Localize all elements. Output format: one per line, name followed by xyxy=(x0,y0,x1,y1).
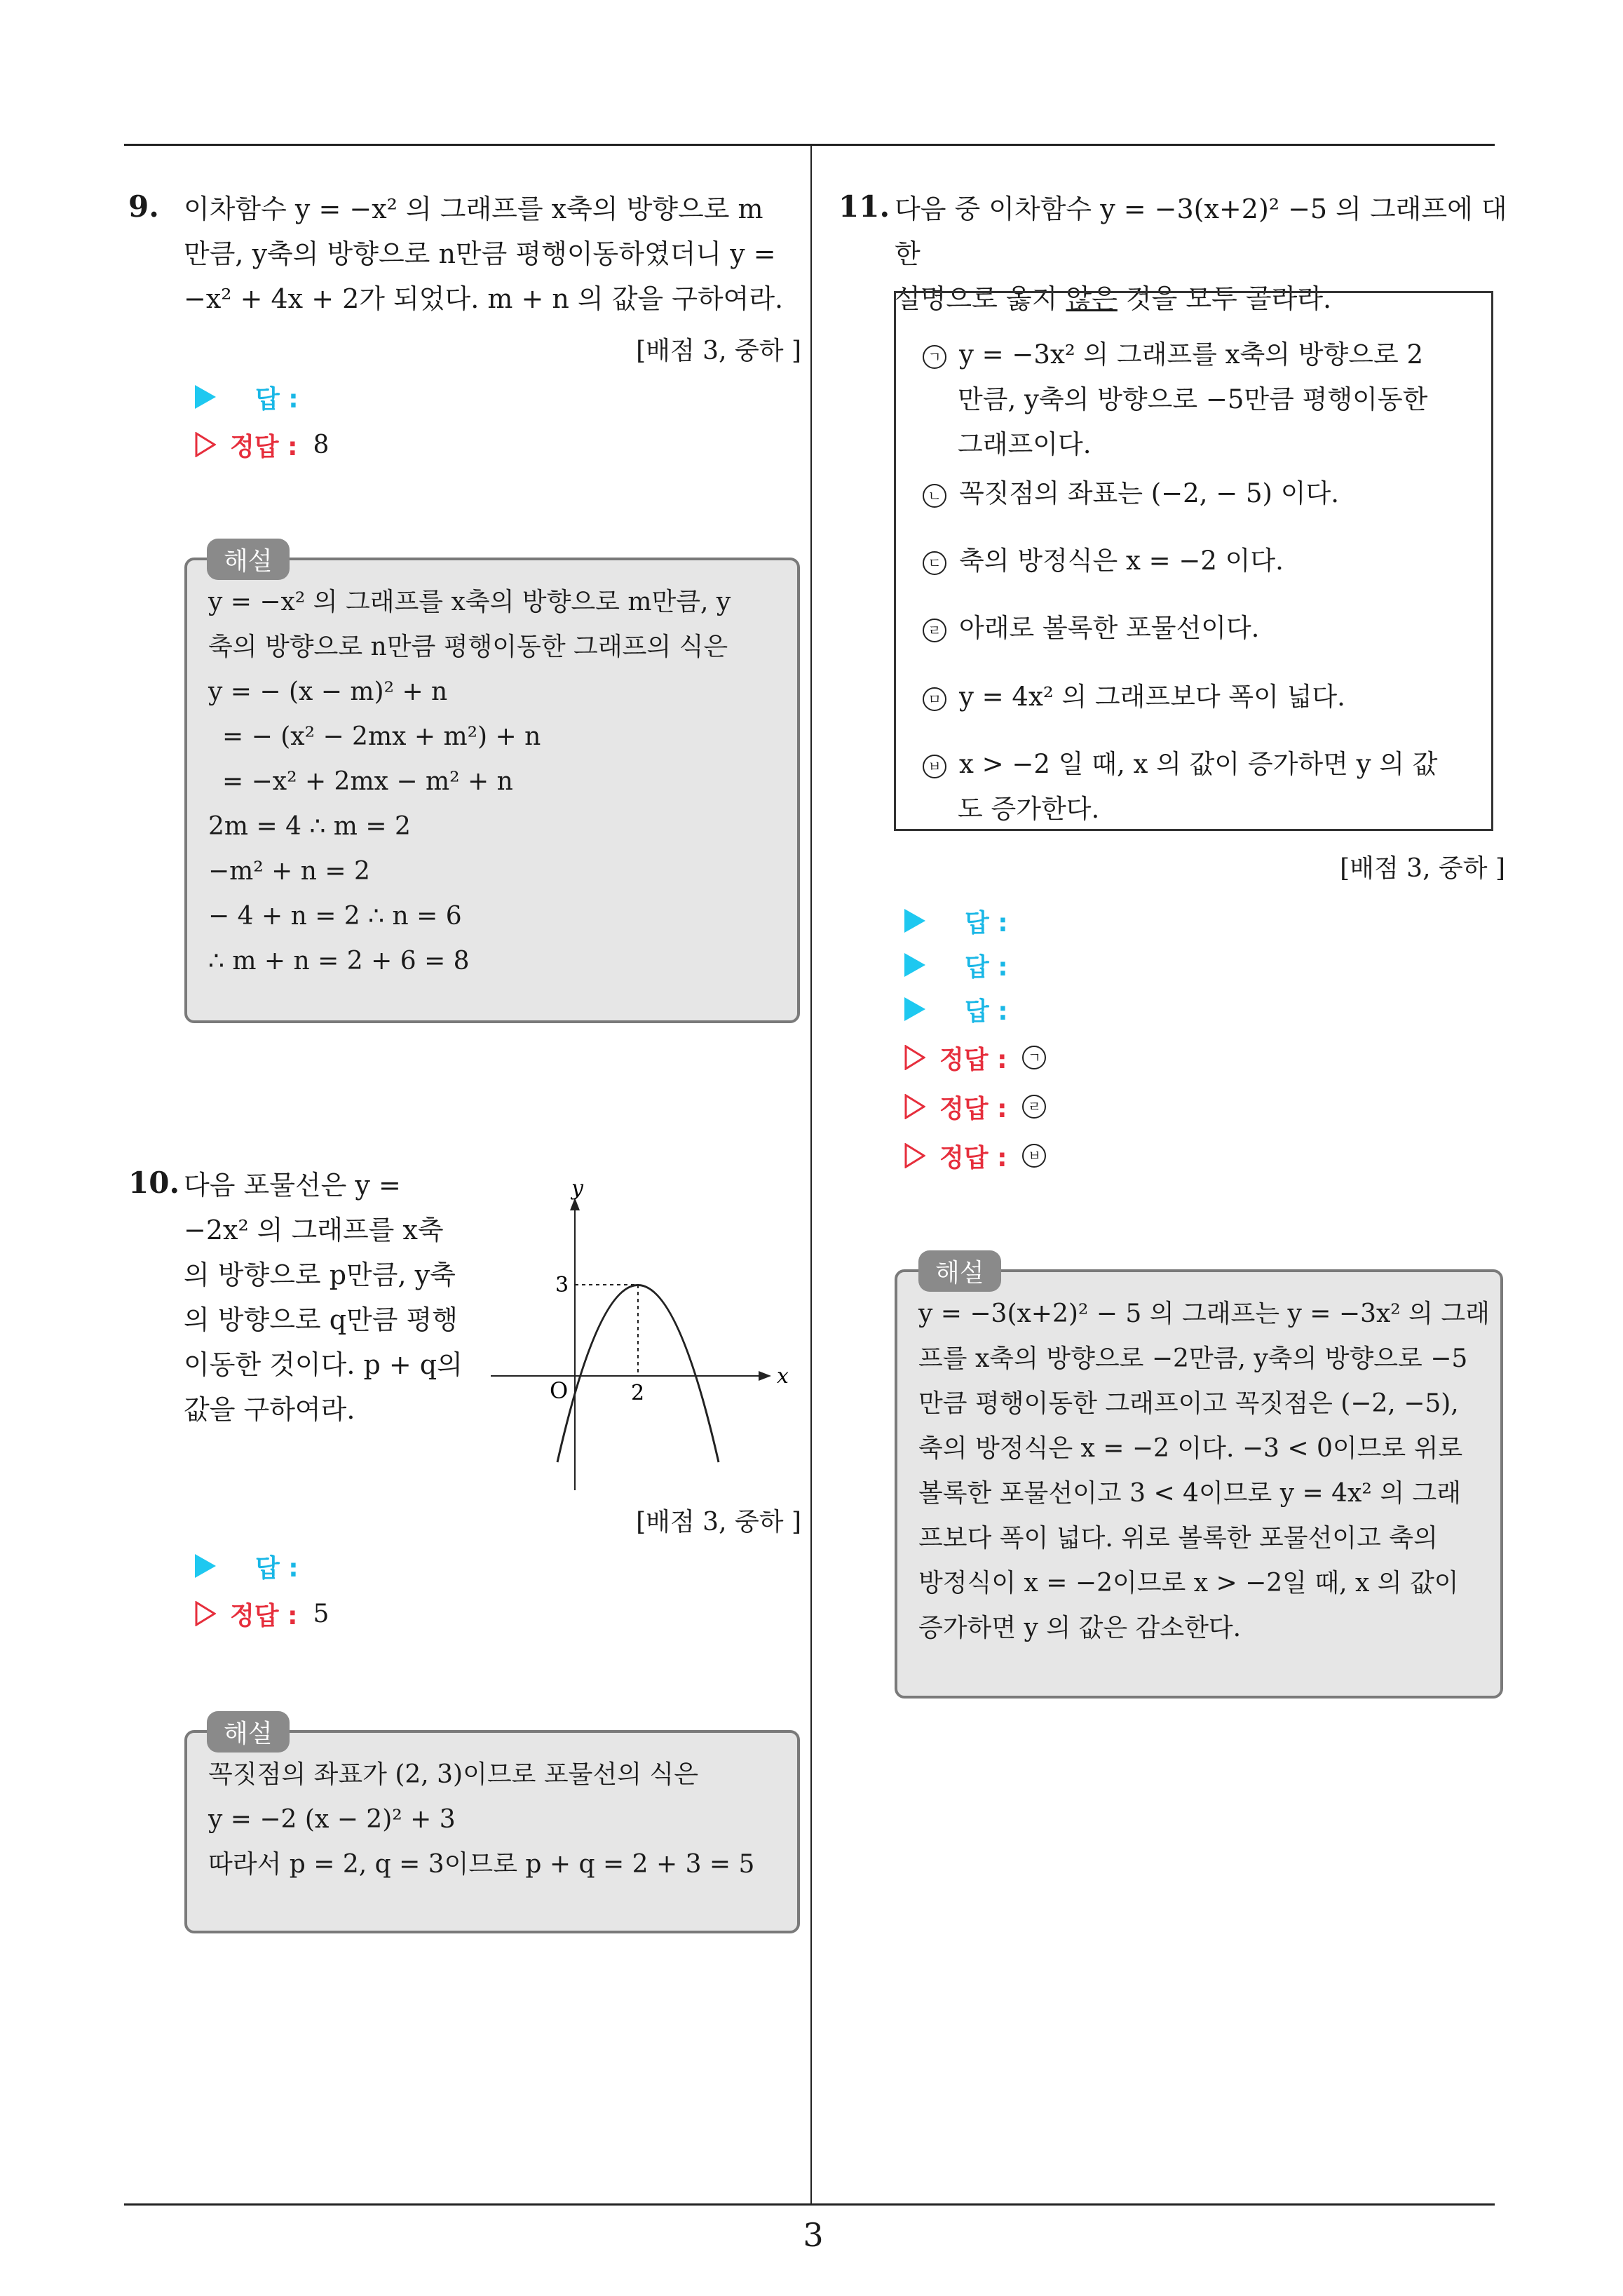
triangle-outline-icon xyxy=(195,432,216,457)
triangle-outline-icon xyxy=(904,1143,925,1168)
answer-row[interactable] xyxy=(904,990,1008,1029)
question-11-score: [배점 3, 중하 ] xyxy=(1340,854,1505,883)
correct-answer-row xyxy=(904,1038,1059,1077)
parabola-graph xyxy=(484,1178,806,1501)
solution-line: 축의 방정식은 x = −2 이다. −3 < 0이므로 위로 xyxy=(918,1434,1463,1463)
correct-answer-row xyxy=(904,1087,1059,1126)
triangle-outline-icon xyxy=(904,1045,925,1070)
option-marker: ㄹ xyxy=(923,619,946,642)
solution-box xyxy=(895,1269,1503,1699)
answer-label: 답 : xyxy=(255,1553,299,1583)
solution-line: 꼭짓점의 좌표가 (2, 3)이므로 포물선의 식은 xyxy=(208,1760,698,1789)
answer-label: 답 : xyxy=(255,384,299,414)
question-line: −2x² 의 그래프를 x축 xyxy=(184,1215,444,1245)
solution-tag: 해설 xyxy=(207,1711,290,1753)
correct-answer-label: 정답 : xyxy=(230,432,298,461)
solution-box xyxy=(184,1730,800,1933)
question-9-number: 9. xyxy=(128,189,159,224)
solution-line: = −x² + 2mx − m² + n xyxy=(222,767,513,796)
answer-triangle-icon xyxy=(904,953,925,977)
origin-label: O xyxy=(550,1377,569,1404)
correct-answer-value: 5 xyxy=(313,1599,330,1628)
solution-line: 프를 x축의 방향으로 −2만큼, y축의 방향으로 −5 xyxy=(918,1344,1468,1373)
solution-line: = − (x² − 2mx + m²) + n xyxy=(222,722,541,751)
triangle-outline-icon xyxy=(195,1601,216,1626)
x-axis-arrow-icon xyxy=(759,1371,771,1381)
option-marker: ㅁ xyxy=(923,687,946,711)
answer-triangle-icon xyxy=(195,385,216,409)
answer-row[interactable] xyxy=(904,945,1008,985)
solution-tag: 해설 xyxy=(207,539,290,580)
solution-line: 축의 방향으로 n만큼 평행이동한 그래프의 식은 xyxy=(208,633,728,661)
option-4[interactable]: ㄹ 아래로 볼록한 포물선이다. xyxy=(923,606,1483,651)
emphasis-underline: 않은 xyxy=(1066,283,1118,314)
answer-label: 답 : xyxy=(965,997,1008,1026)
solution-line: 따라서 p = 2, q = 3이므로 p + q = 2 + 3 = 5 xyxy=(208,1850,755,1879)
correct-answer-label: 정답 : xyxy=(939,1143,1007,1173)
solution-box xyxy=(184,558,800,1023)
correct-answer-value: 8 xyxy=(313,430,330,459)
option-5[interactable]: ㅁ y = 4x² 의 그래프보다 폭이 넓다. xyxy=(923,675,1483,720)
question-line: −x² + 4x + 2가 되었다. m + n 의 값을 구하여라. xyxy=(184,283,784,314)
solution-line: y = −3(x+2)² − 5 의 그래프는 y = −3x² 의 그래 xyxy=(918,1299,1490,1328)
question-line: 의 방향으로 q만큼 평행 xyxy=(184,1304,458,1335)
vertex-y-tick: 3 xyxy=(555,1273,569,1297)
option-2[interactable]: ㄴ 꼭짓점의 좌표는 (−2, − 5) 이다. xyxy=(923,471,1483,516)
question-9-score: [배점 3, 중하 ] xyxy=(636,337,801,365)
top-rule xyxy=(124,144,1495,146)
question-line: 다음 포물선은 y = xyxy=(184,1170,401,1201)
question-line: 이동한 것이다. p + q의 xyxy=(184,1349,463,1380)
option-1[interactable]: ㄱ y = −3x² 의 그래프를 x축의 방향으로 2 만큼, y축의 방향으로 −5만큼 평행이동한 그래프이다. xyxy=(923,332,1483,467)
option-3[interactable]: ㄷ 축의 방정식은 x = −2 이다. xyxy=(923,539,1483,583)
answer-row[interactable] xyxy=(195,377,299,417)
question-line: 다음 중 이차함수 y = −3(x+2)² −5 의 그래프에 대한 xyxy=(895,194,1507,269)
answer-label: 답 : xyxy=(965,908,1008,938)
solution-line: y = − (x − m)² + n xyxy=(208,677,448,706)
solution-line: y = −x² 의 그래프를 x축의 방향으로 m만큼, y xyxy=(208,588,731,616)
option-marker: ㄱ xyxy=(923,345,946,369)
option-6[interactable]: ㅂ x > −2 일 때, x 의 값이 증가하면 y 의 값 도 증가한다. xyxy=(923,742,1483,832)
correct-answer-label: 정답 : xyxy=(939,1045,1007,1074)
answer-label: 답 : xyxy=(965,952,1008,982)
column-divider xyxy=(810,145,812,2204)
answer-triangle-icon xyxy=(904,997,925,1021)
question-10-text xyxy=(184,1163,478,1432)
triangle-outline-icon xyxy=(904,1094,925,1119)
answer-row[interactable] xyxy=(904,901,1008,940)
correct-answer-row xyxy=(904,1136,1059,1175)
question-line: 만큼, y축의 방향으로 n만큼 평행이동하였더니 y = xyxy=(184,238,776,269)
y-axis-label: y xyxy=(571,1178,583,1201)
answer-triangle-icon xyxy=(195,1554,216,1578)
correct-answer-label: 정답 : xyxy=(939,1094,1007,1123)
question-11-number: 11. xyxy=(838,189,890,224)
answer-triangle-icon xyxy=(904,909,925,933)
correct-answer-label: 정답 : xyxy=(230,1601,298,1630)
bottom-rule xyxy=(124,2203,1495,2206)
question-9-text xyxy=(184,187,801,321)
correct-answer-row xyxy=(195,1594,329,1633)
option-marker: ㄷ xyxy=(923,551,946,575)
question-line: 이차함수 y = −x² 의 그래프를 x축의 방향으로 m xyxy=(184,194,763,224)
solution-line: ∴ m + n = 2 + 6 = 8 xyxy=(208,947,470,975)
vertex-x-tick: 2 xyxy=(631,1381,645,1405)
solution-tag: 해설 xyxy=(918,1250,1001,1292)
correct-answer-value: ㄹ xyxy=(1022,1095,1046,1119)
question-line: 값을 구하여라. xyxy=(184,1394,355,1425)
option-marker: ㅂ xyxy=(923,755,946,778)
correct-answer-row xyxy=(195,425,329,464)
parabola-curve xyxy=(557,1285,719,1463)
solution-line: 볼록한 포물선이고 3 < 4이므로 y = 4x² 의 그래 xyxy=(918,1479,1461,1508)
option-marker: ㄴ xyxy=(923,484,946,508)
answer-row[interactable] xyxy=(195,1546,299,1586)
solution-line: 프보다 폭이 넓다. 위로 볼록한 포물선이고 축의 xyxy=(918,1524,1438,1553)
solution-line: y = −2 (x − 2)² + 3 xyxy=(208,1805,456,1834)
x-axis-label: x xyxy=(777,1364,789,1389)
question-line: 설명으로 옳지 않은 것을 모두 골라라. xyxy=(895,283,1332,314)
solution-line: 만큼 평행이동한 그래프이고 꼭짓점은 (−2, −5), xyxy=(918,1389,1459,1418)
solution-line: −m² + n = 2 xyxy=(208,857,370,886)
page-number: 3 xyxy=(803,2216,824,2254)
question-line: 의 방향으로 p만큼, y축 xyxy=(184,1260,456,1290)
question-10-number: 10. xyxy=(128,1166,180,1200)
correct-answer-value: ㄱ xyxy=(1022,1046,1046,1069)
solution-line: 방정식이 x = −2이므로 x > −2일 때, x 의 값이 xyxy=(918,1569,1459,1598)
solution-line: 2m = 4 ∴ m = 2 xyxy=(208,812,411,841)
question-10-score: [배점 3, 중하 ] xyxy=(636,1508,801,1537)
solution-line: − 4 + n = 2 ∴ n = 6 xyxy=(208,902,462,931)
correct-answer-value: ㅂ xyxy=(1022,1144,1046,1168)
solution-line: 증가하면 y 의 값은 감소한다. xyxy=(918,1614,1242,1642)
